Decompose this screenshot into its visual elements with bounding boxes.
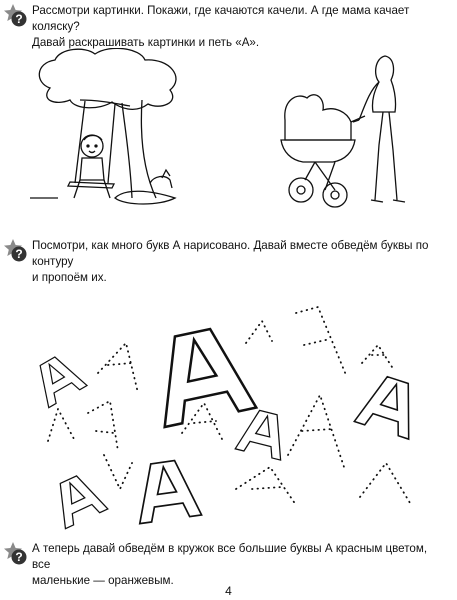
task-1-line-1: Рассмотри картинки. Покажи, где качаются качели. А где мама качает коляску? xyxy=(32,4,410,33)
outline-letter-a[interactable] xyxy=(47,470,108,529)
svg-text:?: ? xyxy=(15,12,23,27)
task-3-line-2: маленькие — оранжевым. xyxy=(32,574,174,587)
outline-letter-a[interactable] xyxy=(354,371,425,439)
svg-text:?: ? xyxy=(15,247,23,262)
task-1-line-2: Давай раскрашивать картинки и петь «А». xyxy=(32,36,260,49)
outline-letter-a[interactable] xyxy=(132,458,202,524)
task-3-text xyxy=(32,541,443,589)
letters-a-illustration xyxy=(0,283,457,535)
page-number: 4 xyxy=(225,584,232,598)
star-question-icon xyxy=(3,3,27,27)
outline-letter-a[interactable] xyxy=(147,323,257,427)
dotted-letters[interactable] xyxy=(48,307,410,505)
outline-letter-a[interactable] xyxy=(235,407,291,460)
task-2-line-1: Посмотри, как много букв А нарисовано. Давай вместе обведём буквы по контуру xyxy=(32,239,429,268)
outline-letter-a[interactable] xyxy=(28,350,87,407)
task-2-line-2: и пропоём их. xyxy=(32,271,107,284)
svg-text:?: ? xyxy=(15,550,23,565)
task-3-line-1: А теперь давай обведём в кружок все большие буквы А красным цветом, все xyxy=(32,542,428,571)
star-question-icon xyxy=(3,238,27,262)
star-question-icon xyxy=(3,541,27,565)
task-1-text xyxy=(32,3,443,51)
swing-illustration xyxy=(30,48,190,218)
stroller-illustration xyxy=(275,50,415,218)
task-2-text xyxy=(32,238,443,286)
